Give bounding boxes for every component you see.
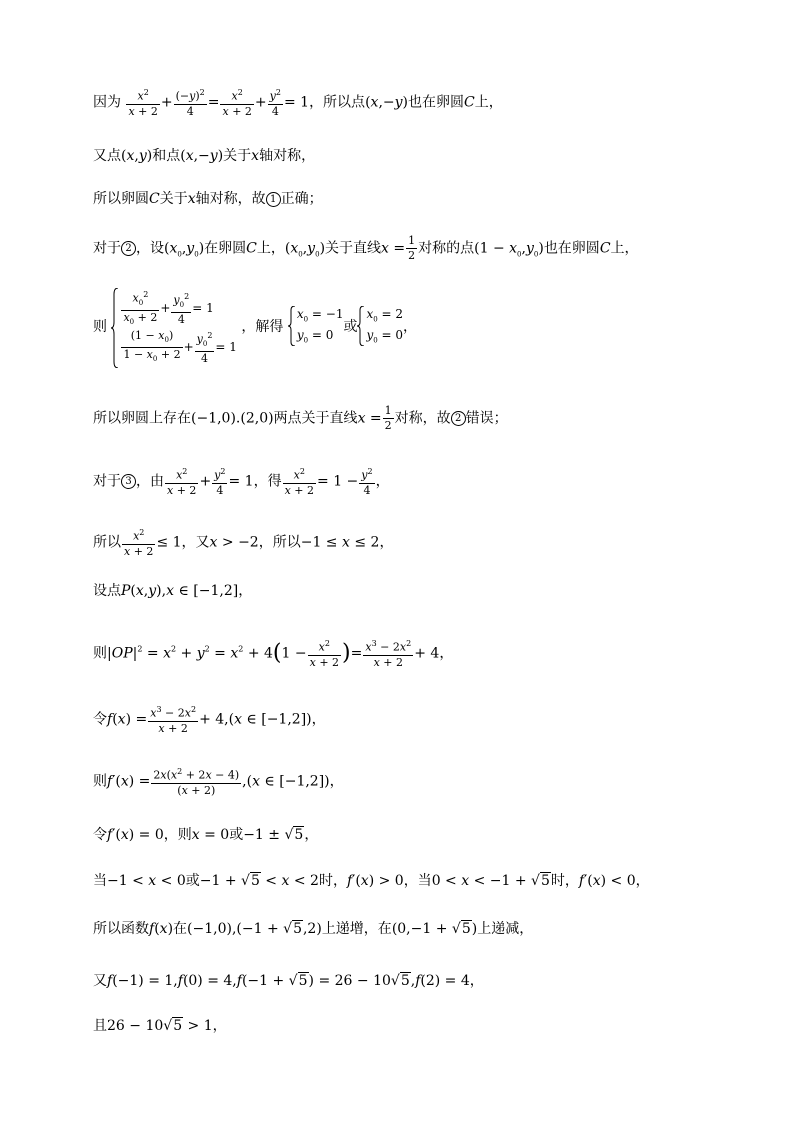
text: 当 bbox=[93, 873, 107, 889]
line-1: 因为 $\frac{x^2}{x + 2}$ + $\frac{(-y)^2}{4}$ = $\frac{x^2}{x + 2}$ + $\frac{y^2}{4}$ = 1，所以点(x,−y)也在卵圆C上， bbox=[93, 88, 503, 118]
text: 关于直线 bbox=[325, 240, 382, 257]
circled-number: 2 bbox=[121, 241, 136, 256]
fraction: $\frac{x^2}{x + 2}$ bbox=[309, 639, 340, 669]
solution-system: $x_0 = 2$ $y_0 = 0$ bbox=[357, 306, 403, 349]
text: ， bbox=[375, 473, 390, 490]
text: 对称的点 bbox=[418, 240, 475, 257]
line-2: 又点(x,y)和点(x,−y)关于x轴对称， bbox=[93, 148, 316, 164]
text: 关于 bbox=[223, 148, 252, 164]
text: ， bbox=[304, 827, 319, 843]
text: 或 bbox=[229, 827, 244, 843]
text: 轴对称， bbox=[259, 148, 316, 164]
fraction: $\frac{x^2}{x + 2}$ bbox=[128, 88, 158, 118]
line-16: 又f(−1) = 1,f(0) = 4,f(−1 + √5) = 26 − 10√5,f(2) = 4， bbox=[93, 973, 484, 989]
text: ，由 bbox=[136, 473, 164, 490]
text: 对称，故 bbox=[394, 410, 451, 427]
line-5 bbox=[93, 288, 417, 366]
fraction: $\frac{1}{2}$ bbox=[408, 234, 416, 262]
text: 也在卵圆 bbox=[543, 240, 600, 257]
text: 也在卵圆 bbox=[408, 94, 465, 111]
brace-icon bbox=[357, 306, 365, 346]
text: ， bbox=[329, 773, 344, 790]
text: 轴对称，故 bbox=[195, 191, 266, 207]
text: ， bbox=[403, 319, 418, 336]
text: 或 bbox=[185, 873, 200, 889]
line-9: 设点P(x,y),x ∈ [−1,2]， bbox=[93, 583, 253, 599]
circled-number: 3 bbox=[121, 474, 136, 489]
text: 且 bbox=[93, 1018, 107, 1034]
text: ，设 bbox=[136, 240, 164, 257]
text: 令 bbox=[93, 827, 107, 843]
line-8: 所以 $\frac{x^2}{x + 2}$ ≤ 1，又x > −2，所以−1 ≤ x ≤ 2， bbox=[93, 528, 394, 558]
line-13: 令f′(x) = 0，则x = 0或−1 ± √5， bbox=[93, 827, 319, 843]
text: 或 bbox=[343, 319, 358, 336]
text: 上， bbox=[256, 240, 285, 257]
fraction: $\frac{x^2}{x + 2}$ bbox=[167, 467, 197, 497]
fraction: $\frac{x^2}{x + 2}$ bbox=[284, 467, 315, 497]
fraction: $\frac{y_0^2}{4}$ bbox=[196, 331, 213, 366]
line-10: 则$|OP|^2 = x^2 + y^2 = x^2 + 4(1$ − $\frac{x^2}{x + 2}$ )= $\frac{x^3 - 2x^2}{x + 2}$ + 4， bbox=[93, 639, 454, 669]
line-14: 当−1 < x < 0或−1 + √5 < x < 2时，f′(x) > 0，当0 < x < −1 + √5时，f′(x) < 0， bbox=[93, 873, 650, 889]
equation-system: $\frac{x_0^2}{x_0 + 2}$ + $\frac{y_0^2}{4}$ = 1 $\frac{(1 - x_0)}{1 - x_0 + 2}$ + $\frac{y_0^2}{4}$ = 1 bbox=[111, 288, 236, 366]
fraction: $\frac{x_0^2}{x_0 + 2}$ bbox=[123, 290, 158, 327]
text: 上， bbox=[474, 94, 503, 111]
fraction: $\frac{(-y)^2}{4}$ bbox=[175, 88, 205, 118]
text: 则 bbox=[93, 319, 107, 336]
fraction: $\frac{y^2}{4}$ bbox=[214, 467, 226, 497]
text: 所以函数 bbox=[93, 921, 149, 937]
text: 时， bbox=[318, 873, 347, 889]
text: 则 bbox=[93, 645, 107, 662]
text: 正确； bbox=[280, 191, 323, 207]
text: 上递减， bbox=[477, 921, 534, 937]
text: ， bbox=[469, 973, 484, 989]
text: 和点 bbox=[152, 148, 181, 164]
brace-icon bbox=[111, 288, 119, 368]
fraction: $\frac{x^2}{x + 2}$ bbox=[222, 88, 252, 118]
text: 错误； bbox=[465, 410, 508, 427]
fraction: $\frac{x^3 - 2x^2}{x + 2}$ bbox=[365, 639, 412, 669]
fraction: $\frac{1}{2}$ bbox=[384, 404, 392, 432]
text: ，则 bbox=[163, 827, 192, 843]
text: 所以卵圆 bbox=[93, 191, 149, 207]
text: 上递增，在 bbox=[321, 921, 392, 937]
text: ，得 bbox=[253, 473, 282, 490]
fraction: $\frac{y^2}{4}$ bbox=[361, 467, 373, 497]
line-6: 所以卵圆上存在(−1,0).(2,0)两点关于直线x = $\frac{1}{2}$ 对称，故 2 错误； bbox=[93, 404, 508, 432]
text: ，所以点 bbox=[309, 94, 366, 111]
text: 所以 bbox=[93, 534, 121, 551]
fraction: $\frac{2x(x^2 + 2x - 4)}{(x + 2)}$ bbox=[153, 767, 240, 797]
text: 关于 bbox=[159, 191, 188, 207]
text: 两点关于直线 bbox=[273, 410, 358, 427]
text: 令 bbox=[93, 711, 107, 728]
line-7: 对于 3 ，由 $\frac{x^2}{x + 2}$ + $\frac{y^2}{4}$ = 1，得 $\frac{x^2}{x + 2}$ = 1 − $\frac{y^2}{4}$ ， bbox=[93, 467, 390, 497]
line-11: 令f(x) = $\frac{x^3 - 2x^2}{x + 2}$ + 4,(x ∈ [−1,2])， bbox=[93, 705, 326, 735]
text: 对于 bbox=[93, 473, 121, 490]
fraction: $\frac{(1 - x_0)}{1 - x_0 + 2}$ bbox=[123, 329, 181, 364]
text: 又点 bbox=[93, 148, 121, 164]
text: 在卵圆 bbox=[204, 240, 247, 257]
text: ，解得 bbox=[241, 319, 284, 336]
text: 因为 bbox=[93, 94, 121, 111]
line-17: 且26 − 10√5 > 1， bbox=[93, 1018, 227, 1034]
circled-number: 1 bbox=[266, 192, 281, 207]
line-4: 对于 2 ，设$(x_0,y_0)$在卵圆C上，$(x_0,y_0)$关于直线x = $\frac{1}{2}$ 对称的点$(1 - x_0,y_0)$也在卵圆C上， bbox=[93, 234, 639, 262]
text: ，当 bbox=[403, 873, 432, 889]
text: 上， bbox=[610, 240, 639, 257]
line-15: 所以函数f(x)在(−1,0),(−1 + √5,2)上递增，在(0,−1 + √5)上递减， bbox=[93, 921, 534, 937]
text: ， bbox=[212, 1018, 227, 1034]
text: ， bbox=[635, 873, 650, 889]
text: ， bbox=[311, 711, 326, 728]
text: 则 bbox=[93, 773, 107, 790]
line-12: 则f′(x) = $\frac{2x(x^2 + 2x - 4)}{(x + 2)}$ ,(x ∈ [−1,2])， bbox=[93, 767, 344, 797]
circled-number: 2 bbox=[451, 411, 466, 426]
line-3: 所以卵圆C关于x轴对称，故 1 正确； bbox=[93, 191, 323, 207]
fraction: $\frac{y_0^2}{4}$ bbox=[173, 292, 190, 326]
text: ， bbox=[379, 534, 394, 551]
text: ，又 bbox=[181, 534, 210, 551]
text: ，所以 bbox=[258, 534, 301, 551]
text: 又 bbox=[93, 973, 107, 989]
text: 在 bbox=[173, 921, 188, 937]
text: ， bbox=[238, 583, 253, 599]
text: 时， bbox=[550, 873, 579, 889]
fraction: $\frac{y^2}{4}$ bbox=[269, 88, 281, 118]
brace-icon bbox=[288, 306, 296, 346]
fraction: $\frac{x^2}{x + 2}$ bbox=[124, 528, 154, 558]
text: ， bbox=[439, 645, 454, 662]
text: 所以卵圆上存在 bbox=[93, 410, 191, 427]
fraction: $\frac{x^3 - 2x^2}{x + 2}$ bbox=[150, 705, 197, 735]
solution-system: $x_0 = -1$ $y_0 = 0$ bbox=[288, 306, 344, 349]
text: 对于 bbox=[93, 240, 121, 257]
text: 设点 bbox=[93, 583, 121, 599]
